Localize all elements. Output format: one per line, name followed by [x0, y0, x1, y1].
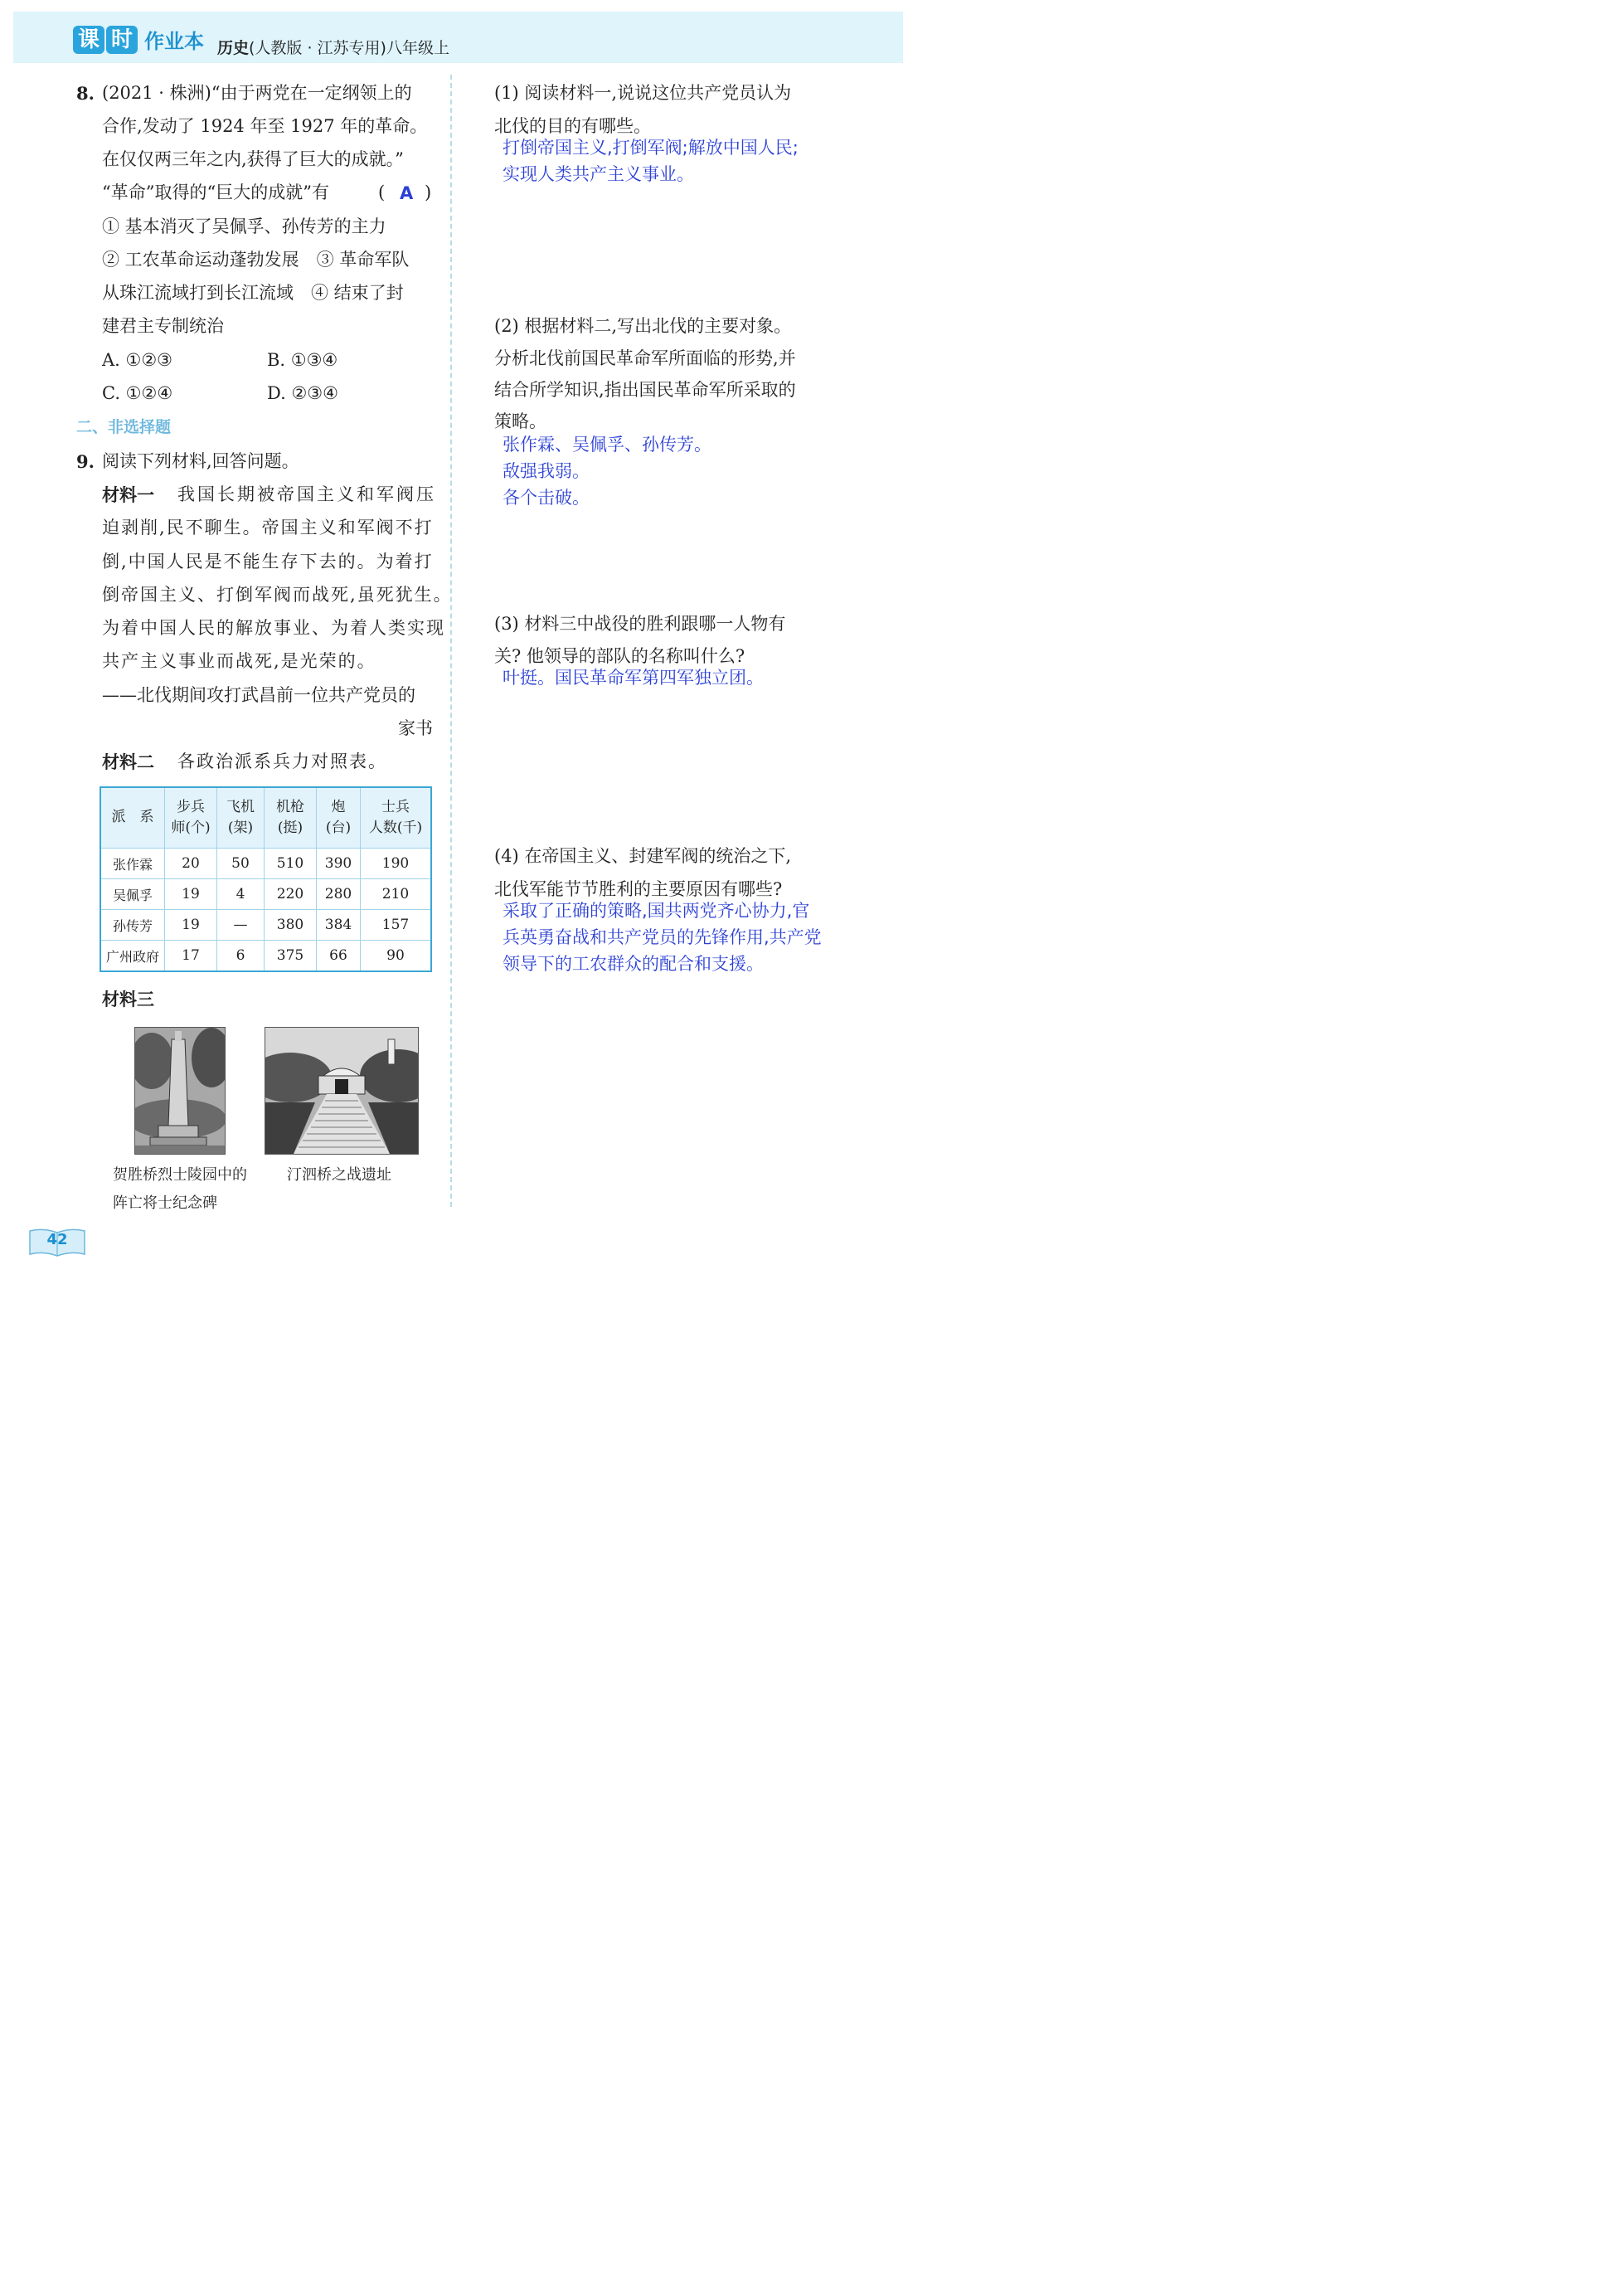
- table-row: [100, 941, 431, 972]
- table-cell: 280: [317, 879, 361, 910]
- sub2-line: 分析北伐前国民革命军所面临的形势,并: [494, 348, 796, 368]
- material1-line: 共产主义事业而战死,是光荣的。: [102, 651, 376, 671]
- table-cell: —: [217, 910, 265, 941]
- answer-paren-open: (: [378, 182, 386, 202]
- table-cell: 375: [265, 941, 317, 972]
- table-header: 飞机 (架): [217, 787, 265, 849]
- table-row: [100, 910, 431, 941]
- logo-char: 时: [106, 26, 138, 54]
- material1-line: 倒,中国人民是不能生存下去的。为着打: [102, 552, 434, 572]
- section-title: 二、非选择题: [76, 418, 172, 436]
- page-number: 42: [46, 1231, 68, 1248]
- table-header-row: [100, 787, 431, 849]
- q8-line: “革命”取得的“巨大的成就”有: [102, 182, 329, 202]
- q8-line: 在仅仅两三年之内,获得了巨大的成就。”: [102, 149, 404, 169]
- sub4-line: 北伐军能节节胜利的主要原因有哪些?: [494, 879, 783, 899]
- table-cell: 4: [217, 879, 265, 910]
- sub2-answer: 张作霖、吴佩孚、孙传芳。: [503, 435, 711, 455]
- logo-char: 课: [73, 26, 104, 54]
- table-cell: 20: [165, 849, 217, 879]
- sub4-answer: 采取了正确的策略,国共两党齐心协力,官: [503, 901, 810, 921]
- material1-line: 我国长期被帝国主义和军阀压: [177, 484, 436, 504]
- table-cell: 孙传芳: [100, 910, 165, 941]
- table-cell: 66: [317, 941, 361, 972]
- forces-table: [100, 786, 432, 972]
- material1-label: 材料一: [102, 484, 154, 505]
- table-cell: 384: [317, 910, 361, 941]
- sub3-line: (3) 材料三中战役的胜利跟哪一人物有: [494, 614, 786, 634]
- sub3-answer: 叶挺。国民革命军第四军独立团。: [503, 668, 764, 688]
- sub2-answer: 敌强我弱。: [503, 461, 590, 481]
- sub1-line: (1) 阅读材料一,说说这位共产党员认为: [494, 83, 792, 103]
- photo-caption: 阵亡将士纪念碑: [113, 1194, 217, 1212]
- option-a: A. ①②③: [102, 350, 172, 370]
- sub1-answer: 实现人类共产主义事业。: [503, 164, 694, 184]
- logo-text: 作业本: [144, 30, 204, 53]
- material1-source: 家书: [398, 718, 433, 738]
- answer-paren-close: ): [425, 182, 432, 202]
- table-header: 派 系: [100, 787, 165, 849]
- column-divider: [450, 75, 452, 1207]
- table-cell: 19: [165, 910, 217, 941]
- table-cell: 吴佩孚: [100, 879, 165, 910]
- battle-site-photo: [265, 1027, 419, 1155]
- sub4-answer: 领导下的工农群众的配合和支援。: [503, 954, 764, 974]
- question-number: 9.: [76, 451, 95, 472]
- table-header: 机枪 (挺): [265, 787, 317, 849]
- table-cell: 510: [265, 849, 317, 879]
- table-row: [100, 879, 431, 910]
- table-cell: 17: [165, 941, 217, 972]
- option-b: B. ①③④: [267, 350, 338, 370]
- q8-line: 合作,发动了 1924 年至 1927 年的革命。: [102, 116, 428, 136]
- table-cell: 张作霖: [100, 849, 165, 879]
- table-cell: 190: [361, 849, 432, 879]
- sub1-answer: 打倒帝国主义,打倒军阀;解放中国人民;: [503, 138, 799, 158]
- subject-name: 历史: [217, 39, 250, 57]
- q8-line: 从珠江流域打到长江流域 ④ 结束了封: [102, 283, 404, 303]
- material2-text: 各政治派系兵力对照表。: [177, 752, 387, 771]
- workbook-logo: [73, 25, 204, 54]
- table-cell: 210: [361, 879, 432, 910]
- edition-info: (人教版 · 江苏专用)八年级上: [249, 39, 449, 57]
- memorial-photo: [134, 1027, 226, 1155]
- table-cell: 50: [217, 849, 265, 879]
- table-cell: 19: [165, 879, 217, 910]
- photo-caption: 贺胜桥烈士陵园中的: [113, 1166, 247, 1184]
- option-d: D. ②③④: [267, 383, 338, 403]
- table-cell: 220: [265, 879, 317, 910]
- material2-label: 材料二: [102, 752, 154, 772]
- table-header: 炮 (台): [317, 787, 361, 849]
- material1-source: ——北伐期间攻打武昌前一位共产党员的: [102, 685, 415, 705]
- q8-line: 建君主专制统治: [102, 316, 224, 336]
- q9-intro: 阅读下列材料,回答问题。: [102, 451, 299, 471]
- q8-line: ② 工农革命运动蓬勃发展 ③ 革命军队: [102, 250, 410, 270]
- q8-line: (2021 · 株洲)“由于两党在一定纲领上的: [102, 83, 412, 103]
- table-cell: 390: [317, 849, 361, 879]
- material1-line: 为着中国人民的解放事业、为着人类实现: [102, 618, 445, 638]
- sub2-line: (2) 根据材料二,写出北伐的主要对象。: [494, 316, 792, 336]
- table-header: 士兵 人数(千): [361, 787, 432, 849]
- table-row: [100, 849, 431, 879]
- q8-line: ① 基本消灭了吴佩孚、孙传芳的主力: [102, 216, 386, 236]
- sub4-line: (4) 在帝国主义、封建军阀的统治之下,: [494, 846, 792, 866]
- table-cell: 广州政府: [100, 941, 165, 972]
- option-c: C. ①②④: [102, 383, 173, 403]
- sub3-line: 关? 他领导的部队的名称叫什么?: [494, 646, 745, 666]
- sub4-answer: 兵英勇奋战和共产党员的先锋作用,共产党: [503, 927, 822, 947]
- table-header: 步兵 师(个): [165, 787, 217, 849]
- photo-caption: 汀泗桥之战遗址: [287, 1166, 391, 1184]
- sub2-answer: 各个击破。: [503, 488, 590, 508]
- table-cell: 6: [217, 941, 265, 972]
- table-cell: 380: [265, 910, 317, 941]
- sub2-line: 结合所学知识,指出国民革命军所采取的: [494, 380, 796, 400]
- table-cell: 157: [361, 910, 432, 941]
- q8-answer: A: [400, 183, 414, 203]
- subject-title: [217, 36, 449, 58]
- question-number: 8.: [76, 83, 95, 104]
- sub2-line: 策略。: [494, 411, 546, 431]
- table-cell: 90: [361, 941, 432, 972]
- material1-line: 倒帝国主义、打倒军阀而战死,虽死犹生。: [102, 585, 453, 605]
- material1-line: 迫剥削,民不聊生。帝国主义和军阀不打: [102, 518, 434, 538]
- material3-label: 材料三: [102, 989, 154, 1009]
- page-number-badge: [27, 1226, 88, 1259]
- sub1-line: 北伐的目的有哪些。: [494, 116, 651, 136]
